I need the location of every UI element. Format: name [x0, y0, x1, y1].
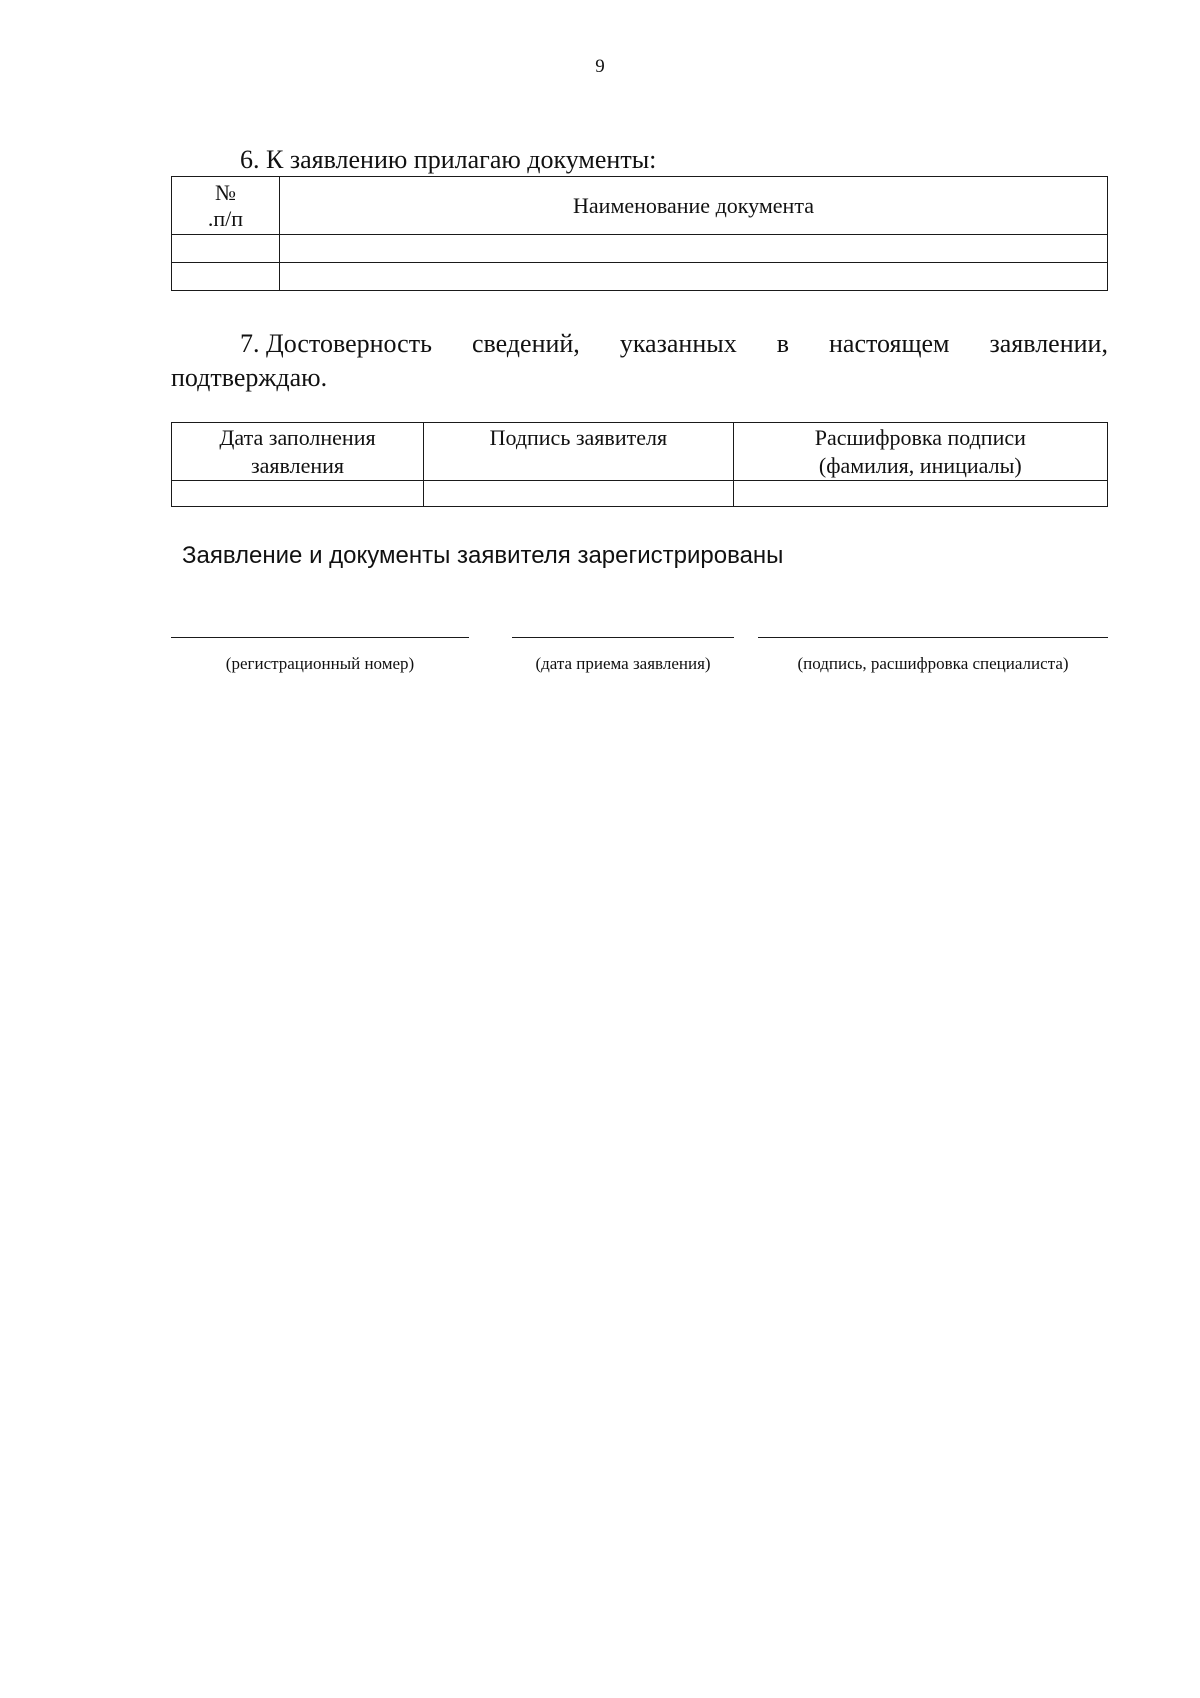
header-fill-date-line2: заявления: [250, 453, 345, 478]
fill-date-cell[interactable]: [172, 481, 424, 507]
reg-number-caption: (регистрационный номер): [225, 654, 415, 673]
accept-date-caption: (дата приема заявления): [535, 654, 711, 673]
table-row: [172, 235, 1108, 263]
specialist-signature-line[interactable]: [758, 637, 1108, 638]
header-signature-decoding-line2: (фамилия, инициалы): [818, 453, 1022, 478]
confirmation-line-1: [171, 327, 1108, 361]
signature-decoding-cell[interactable]: [733, 481, 1107, 507]
confirmation-word: заявлении,: [989, 329, 1108, 358]
header-signature-decoding-line1: Расшифровка подписи: [814, 425, 1026, 450]
specialist-caption: (подпись, расшифровка специалиста): [797, 654, 1069, 673]
document-name-cell[interactable]: [280, 235, 1108, 263]
section-6-title: 6. К заявлению прилагаю документы:: [240, 145, 657, 174]
document-number-cell[interactable]: [172, 263, 280, 291]
table-header-row: [172, 177, 1108, 235]
header-document-name: Наименование документа: [280, 177, 1108, 235]
header-number-abbr: .п/п: [207, 205, 244, 231]
confirmation-word: в: [776, 329, 789, 358]
table-row: [172, 263, 1108, 291]
header-fill-date-line1: Дата заполнения: [219, 425, 376, 450]
attached-documents-table: [171, 176, 1108, 291]
confirmation-word: указанных: [619, 329, 737, 358]
reg-number-line[interactable]: [171, 637, 469, 638]
confirmation-word: сведений,: [471, 329, 580, 358]
applicant-signature-table: [171, 422, 1108, 507]
table-header-row: [172, 423, 1108, 481]
document-number-cell[interactable]: [172, 235, 280, 263]
confirmation-word: 7. Достоверность: [240, 329, 432, 358]
header-number-cell: [172, 177, 280, 235]
document-name-cell[interactable]: [280, 263, 1108, 291]
confirmation-word: настоящем: [828, 329, 950, 358]
accept-date-line[interactable]: [512, 637, 734, 638]
header-fill-date: [172, 423, 424, 481]
confirmation-line-2: подтверждаю.: [171, 363, 328, 392]
applicant-signature-cell[interactable]: [424, 481, 734, 507]
table-row: [172, 481, 1108, 507]
header-number-symbol: №: [215, 179, 236, 205]
header-signature-decoding: [733, 423, 1107, 481]
section-7-confirmation: [171, 327, 1108, 395]
registration-statement: Заявление и документы заявителя зарегистрированы: [182, 542, 784, 569]
header-applicant-signature: Подпись заявителя: [424, 423, 734, 481]
page-number: 9: [595, 56, 605, 77]
